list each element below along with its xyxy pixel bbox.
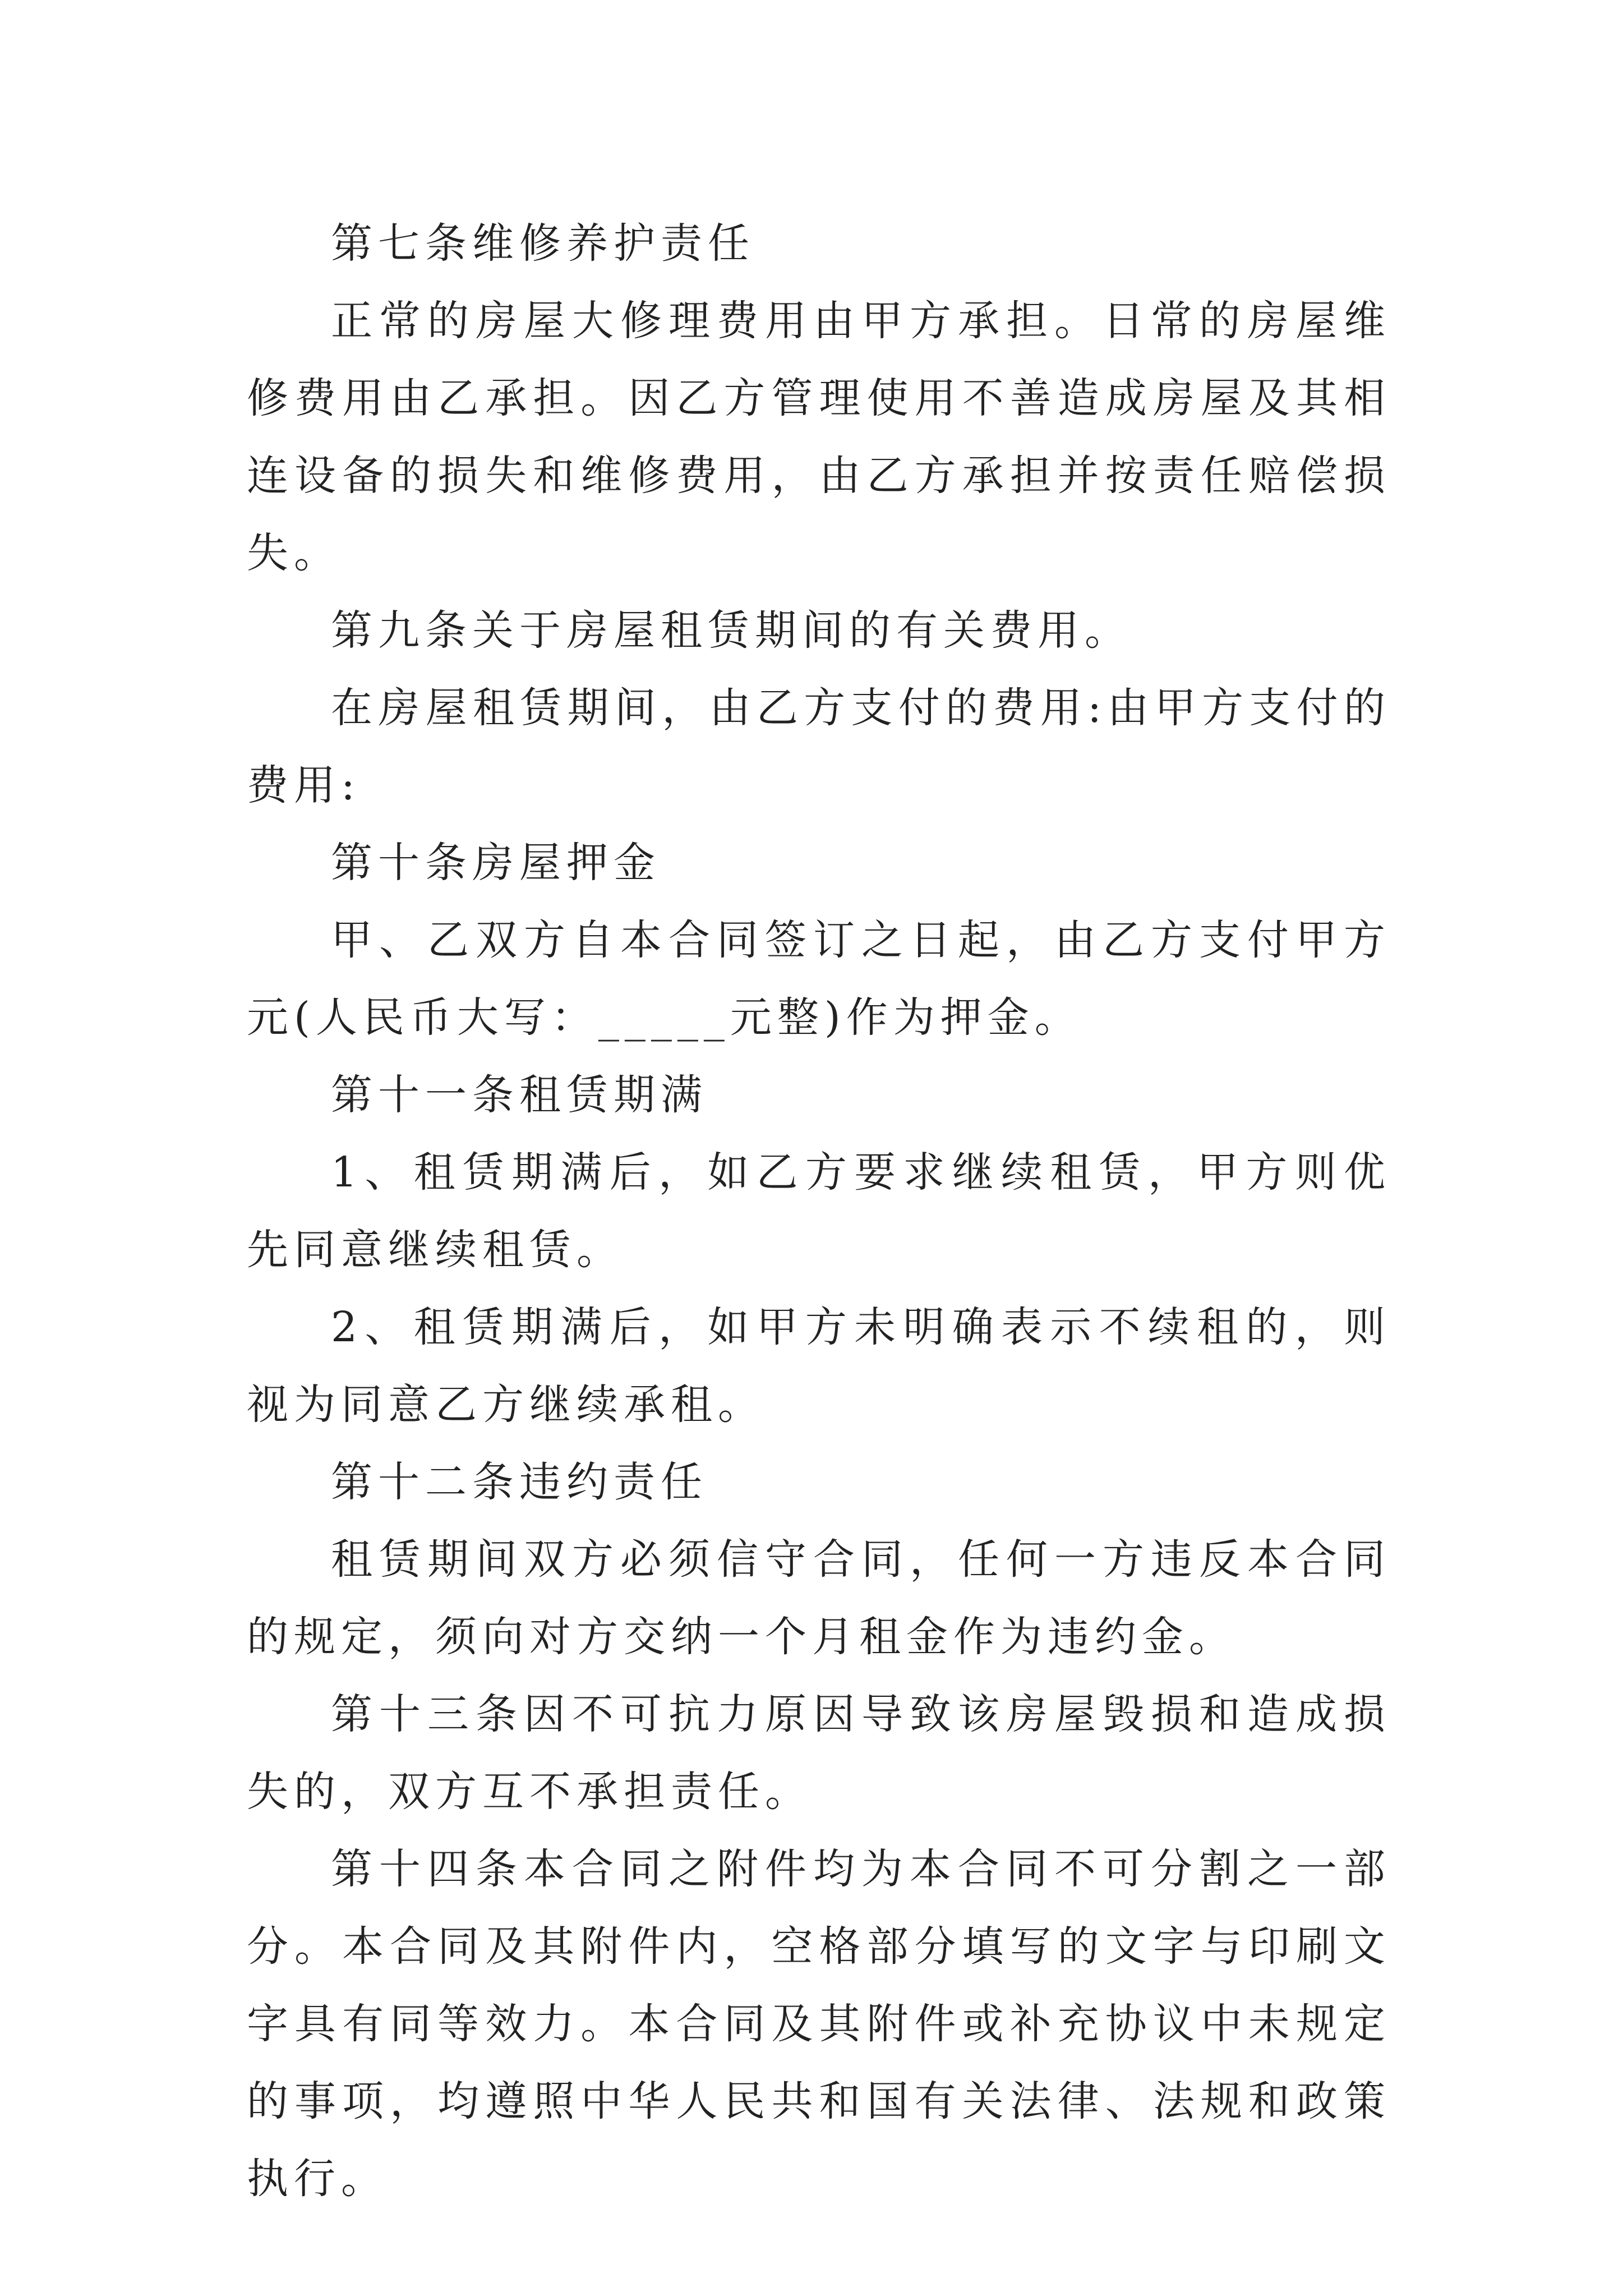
article-12-heading: 第十二条违约责任 xyxy=(331,1458,708,1506)
article-14-text: 第十四条本合同之附件均为本合同不可分割之一部分。本合同及其附件内，空格部分填写的文字与印刷文字具有同等效力。本合同及其附件或补充协议中未规定的事项，均遵照中华人民共和国有关法律、法规和政策执行。 xyxy=(247,1845,1391,2203)
document-body xyxy=(247,205,1391,2217)
article-7-heading: 第七条维修养护责任 xyxy=(331,219,755,268)
article-11-item-2: 2、租赁期满后，如甲方未明确表示不续租的，则视为同意乙方继续承租。 xyxy=(247,1303,1391,1429)
article-10-heading: 第十条房屋押金 xyxy=(331,839,661,887)
article-11-item-1: 1、租赁期满后，如乙方要求继续租赁，甲方则优先同意继续租赁。 xyxy=(247,1148,1391,1274)
article-13-text: 第十三条因不可抗力原因导致该房屋毁损和造成损失的，双方互不承担责任。 xyxy=(247,1690,1391,1816)
article-11-heading: 第十一条租赁期满 xyxy=(331,1071,708,1119)
article-7-text: 正常的房屋大修理费用由甲方承担。日常的房屋维修费用由乙承担。因乙方管理使用不善造成房屋及其相连设备的损失和维修费用，由乙方承担并按责任赔偿损失。 xyxy=(247,297,1391,577)
article-9-heading: 第九条关于房屋租赁期间的有关费用。 xyxy=(331,606,1132,655)
article-9-text: 在房屋租赁期间，由乙方支付的费用:由甲方支付的费用: xyxy=(247,684,1391,809)
article-12-text: 租赁期间双方必须信守合同，任何一方违反本合同的规定，须向对方交纳一个月租金作为违约金。 xyxy=(247,1535,1391,1661)
article-10-text: 甲、乙双方自本合同签订之日起，由乙方支付甲方元(人民币大写：_____元整)作为押金。 xyxy=(247,916,1391,1042)
